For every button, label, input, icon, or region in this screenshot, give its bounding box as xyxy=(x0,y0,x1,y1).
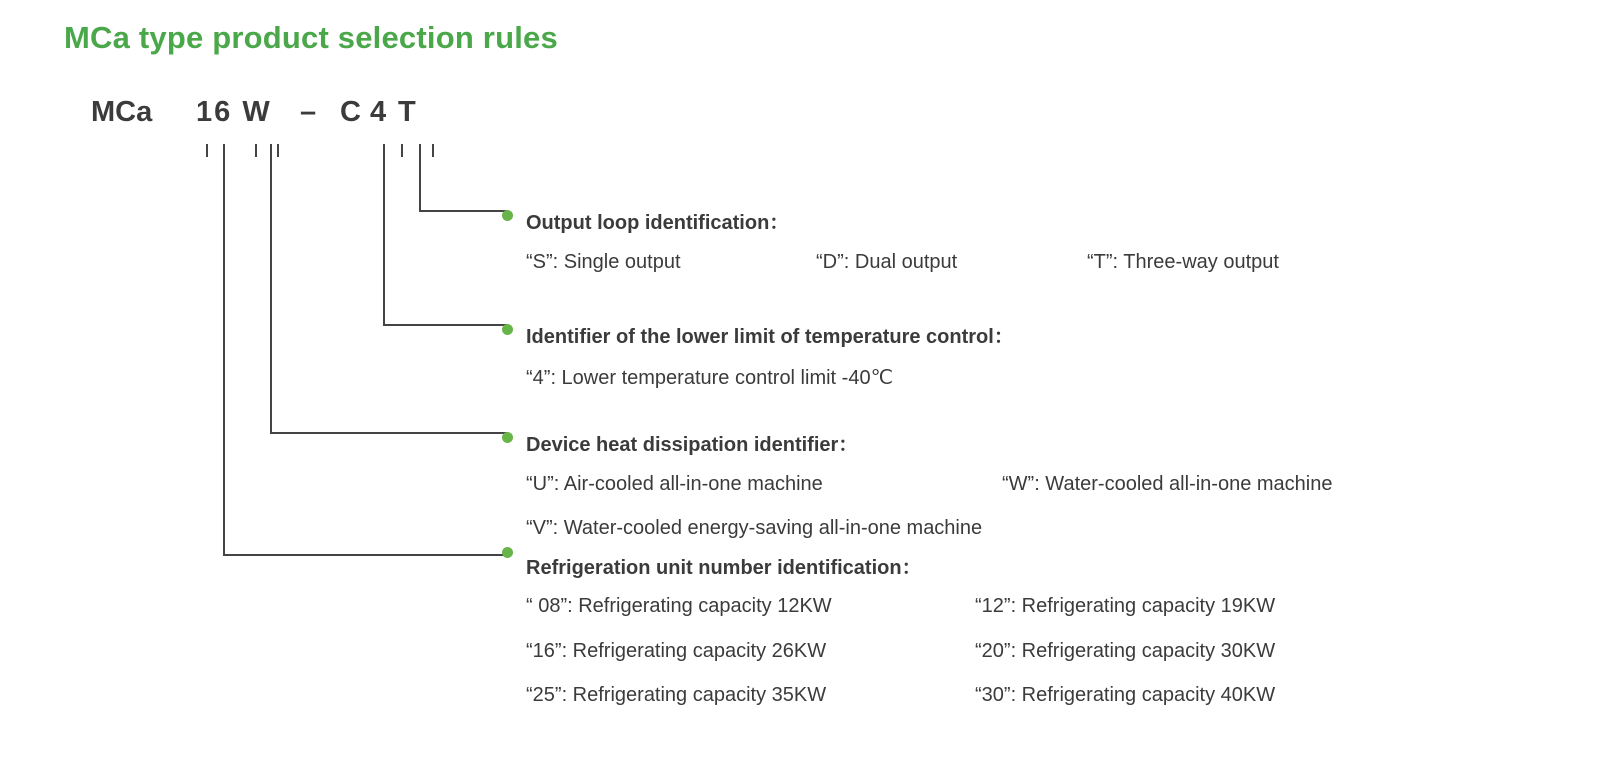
leader-line-refrigeration-horizontal xyxy=(223,554,508,556)
section-temperature-option-4: “4”: Lower temperature control limit -40℃ xyxy=(526,367,894,389)
leader-line-refrigeration-vertical xyxy=(223,144,225,556)
leader-line-heat-horizontal xyxy=(270,432,508,434)
leader-line-temperature-horizontal xyxy=(383,324,508,326)
section-refrigeration-option-25: “25”: Refrigerating capacity 35KW xyxy=(526,684,827,706)
code-letter-t: T xyxy=(398,96,416,128)
leader-line-heat-vertical xyxy=(270,144,272,434)
section-refrigeration-option-20: “20”: Refrigerating capacity 30KW xyxy=(975,640,1276,662)
tick-mark-4 xyxy=(401,144,403,157)
tick-mark-2 xyxy=(255,144,257,157)
section-refrigeration-option-08: “ 08”: Refrigerating capacity 12KW xyxy=(526,595,832,617)
section-heat-dissipation-heading: Device heat dissipation identifier： xyxy=(526,434,859,456)
section-output-loop-option-t: “T”: Three-way output xyxy=(1087,251,1279,273)
section-temperature-heading: Identifier of the lower limit of temperature control： xyxy=(526,326,1014,348)
code-number: 16 W xyxy=(196,96,272,128)
section-heat-option-u: “U”: Air-cooled all-in-one machine xyxy=(526,473,823,495)
section-heat-option-v: “V”: Water-cooled energy-saving all-in-one machine xyxy=(526,517,983,539)
section-output-loop-option-d: “D”: Dual output xyxy=(816,251,958,273)
code-letter-c: C xyxy=(340,96,361,128)
section-refrigeration-option-16: “16”: Refrigerating capacity 26KW xyxy=(526,640,827,662)
code-dash: – xyxy=(300,96,317,128)
tick-mark-1 xyxy=(206,144,208,157)
section-refrigeration-option-30: “30”: Refrigerating capacity 40KW xyxy=(975,684,1276,706)
leader-line-temperature-vertical xyxy=(383,144,385,326)
bullet-refrigeration xyxy=(502,547,513,558)
leader-line-output-horizontal xyxy=(419,210,508,212)
section-refrigeration-option-12: “12”: Refrigerating capacity 19KW xyxy=(975,595,1276,617)
section-output-loop-option-s: “S”: Single output xyxy=(526,251,681,273)
code-digit-4: 4 xyxy=(370,96,387,128)
bullet-temperature xyxy=(502,324,513,335)
bullet-heat-dissipation xyxy=(502,432,513,443)
tick-mark-5 xyxy=(432,144,434,157)
code-prefix: MCa xyxy=(91,96,153,128)
tick-mark-3 xyxy=(277,144,279,157)
leader-line-output-vertical xyxy=(419,144,421,212)
section-refrigeration-heading: Refrigeration unit number identification： xyxy=(526,557,922,579)
section-heat-option-w: “W”: Water-cooled all-in-one machine xyxy=(1002,473,1333,495)
bullet-output-loop xyxy=(502,210,513,221)
section-output-loop-heading: Output loop identification： xyxy=(526,212,790,234)
page-title: MCa type product selection rules xyxy=(64,20,558,55)
